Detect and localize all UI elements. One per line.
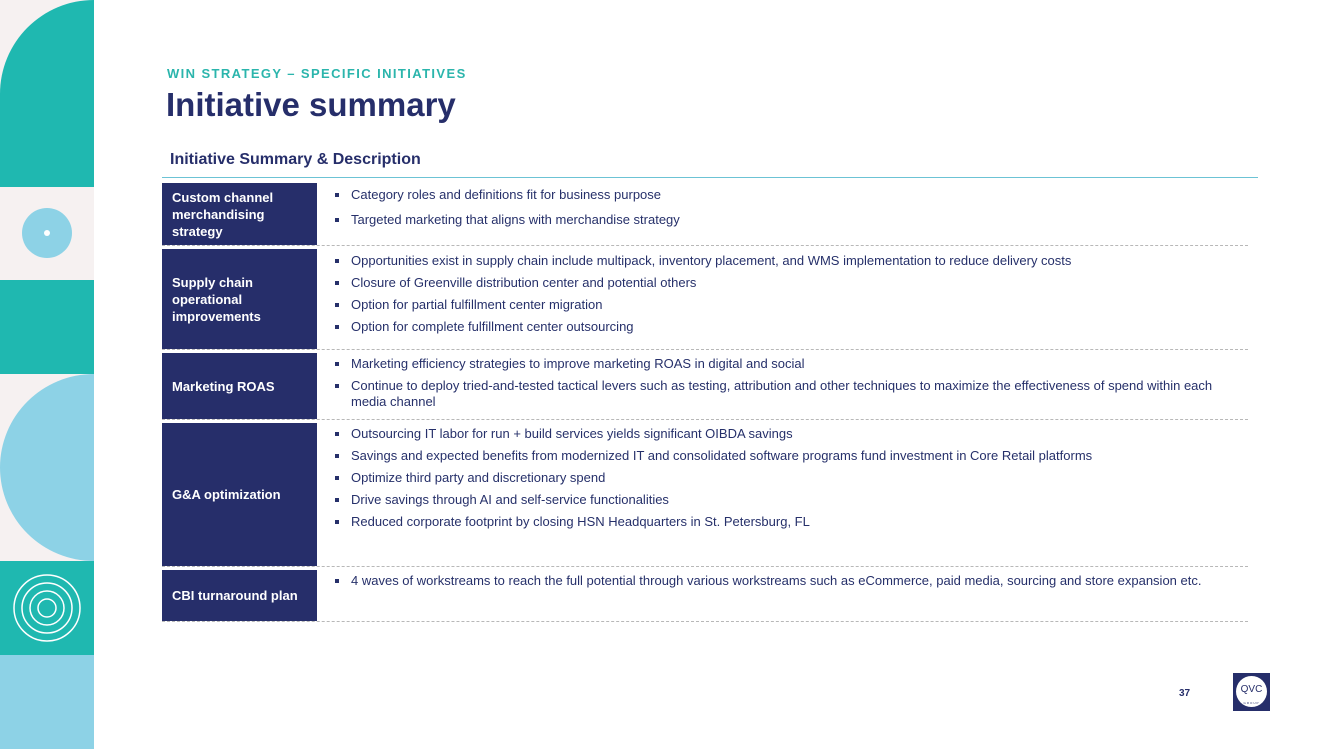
bullet-item: Drive savings through AI and self-service functionalities xyxy=(335,492,1236,508)
initiative-label: G&A optimization xyxy=(162,423,317,566)
initiative-label: CBI turnaround plan xyxy=(162,570,317,621)
bullet-item: Reduced corporate footprint by closing HSN Headquarters in St. Petersburg, FL xyxy=(335,514,1236,530)
bullet-item: Opportunities exist in supply chain include multipack, inventory placement, and WMS implementation to reduce delivery costs xyxy=(335,253,1236,269)
slide-subtitle: WIN STRATEGY – SPECIFIC INITIATIVES xyxy=(167,66,467,81)
initiative-table xyxy=(162,183,1248,622)
bullet-item: Marketing efficiency strategies to improve marketing ROAS in digital and social xyxy=(335,356,1236,372)
decorative-blue-block xyxy=(0,655,94,749)
logo-text: QVC xyxy=(1240,684,1263,695)
concentric-circles-icon xyxy=(0,561,94,655)
qvc-group-logo xyxy=(1233,673,1270,711)
initiative-description xyxy=(317,183,1248,245)
bullet-item: Optimize third party and discretionary spend xyxy=(335,470,1236,486)
decorative-teal-target-block xyxy=(0,561,94,655)
initiative-description xyxy=(317,350,1248,419)
initiative-description xyxy=(317,246,1248,349)
bullet-item: Targeted marketing that aligns with merchandise strategy xyxy=(335,212,1236,228)
decorative-white-dot xyxy=(44,230,50,236)
initiative-description xyxy=(317,567,1248,621)
bullet-item: Option for partial fulfillment center migration xyxy=(335,297,1236,313)
logo-circle xyxy=(1236,676,1267,707)
bullet-item: 4 waves of workstreams to reach the full potential through various workstreams such as eCommerce, paid media, sourcing and store expansion etc. xyxy=(335,573,1236,589)
section-heading: Initiative Summary & Description xyxy=(170,151,421,168)
section-divider xyxy=(162,177,1258,178)
decorative-side-panel xyxy=(0,0,94,749)
initiative-label: Marketing ROAS xyxy=(162,353,317,419)
initiative-row xyxy=(162,246,1248,350)
initiative-row xyxy=(162,420,1248,567)
initiative-description xyxy=(317,420,1248,566)
bullet-item: Category roles and definitions fit for business purpose xyxy=(335,187,1236,203)
bullet-item: Outsourcing IT labor for run + build services yields significant OIBDA savings xyxy=(335,426,1236,442)
initiative-label: Custom channel merchandising strategy xyxy=(162,183,317,245)
bullet-item: Option for complete fulfillment center outsourcing xyxy=(335,319,1236,335)
bullet-item: Savings and expected benefits from modernized IT and consolidated software programs fund investment in Core Retail platforms xyxy=(335,448,1236,464)
initiative-label: Supply chain operational improvements xyxy=(162,249,317,349)
bullet-item: Continue to deploy tried-and-tested tactical levers such as testing, attribution and other techniques to maximize the effectiveness of spend within each media channel xyxy=(335,378,1236,410)
initiative-row xyxy=(162,567,1248,622)
page-number: 37 xyxy=(1179,688,1191,699)
initiative-row xyxy=(162,183,1248,246)
decorative-teal-shape xyxy=(0,0,94,187)
logo-subtext: GROUP xyxy=(1243,701,1260,705)
decorative-teal-block xyxy=(0,280,94,374)
initiative-row xyxy=(162,350,1248,420)
bullet-item: Closure of Greenville distribution center and potential others xyxy=(335,275,1236,291)
decorative-blue-semicircle xyxy=(0,374,94,561)
slide-title: Initiative summary xyxy=(166,86,456,123)
